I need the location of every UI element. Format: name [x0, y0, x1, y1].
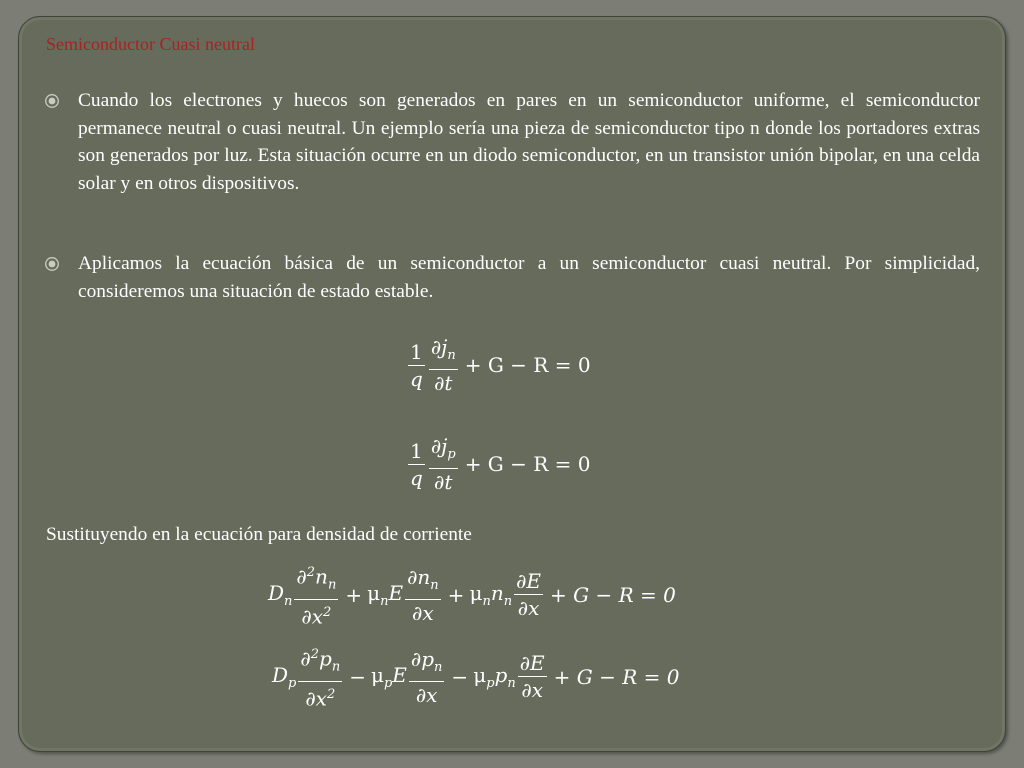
mobility-carrier-term: $\mu_nn_n$: [469, 580, 513, 609]
operator: +: [447, 582, 465, 607]
second-derivative-fraction: [294, 562, 338, 627]
fraction-numerator: $\partial n_n$: [405, 566, 441, 600]
fraction-denominator: ∂x: [412, 600, 434, 625]
continuity-equation-electrons: [406, 336, 596, 394]
derivative-fraction: [518, 652, 547, 701]
fraction-numerator: ∂E: [516, 569, 542, 594]
mobility-term: $\mu_nE$: [367, 580, 404, 609]
equation-tail: + G − R = 0: [464, 353, 591, 377]
coefficient-fraction: [408, 341, 425, 390]
fraction-numerator: $\partial^2n_n$: [294, 562, 338, 600]
diffusion-equation-holes: [272, 644, 684, 709]
fraction-denominator: ∂x: [521, 678, 543, 703]
operator: −: [451, 664, 469, 689]
coefficient-fraction: [408, 440, 425, 489]
bullet-text: Cuando los electrones y huecos son generados en pares en un semiconductor uniforme, el semiconductor permanece neutral o cuasi neutral. Un ejemplo sería una pieza de semiconductor tipo n donde los portadores extras son generados por luz. Esta situación ocurre en un diodo semiconductor, en un transistor unión bipolar, en una celda solar y en otros dispositivos.: [78, 90, 980, 194]
diffusion-coefficient: $D_n$: [268, 580, 293, 609]
derivative-fraction: [409, 648, 445, 706]
diffusion-coefficient: $D_p$: [272, 662, 297, 691]
fraction-numerator: $\partial^2p_n$: [298, 644, 342, 682]
diffusion-equation-electrons: [268, 562, 681, 627]
fraction-denominator: ∂t: [434, 371, 453, 395]
operator: +: [345, 582, 363, 607]
circle-bullet-icon: [44, 93, 60, 109]
fraction-numerator: ∂E: [519, 651, 545, 676]
continuity-equation-holes: [406, 435, 596, 493]
bullet-text: Aplicamos la ecuación básica de un semiconductor a un semiconductor cuasi neutral. Por simplicidad, consideremos una situación de estado estable.: [78, 253, 980, 302]
derivative-fraction: [514, 570, 543, 619]
mobility-carrier-term: $\mu_pp_n$: [473, 662, 516, 691]
second-derivative-fraction: [298, 644, 342, 709]
fraction-numerator: 1: [410, 339, 423, 364]
derivative-fraction: [429, 336, 458, 394]
fraction-numerator: $\partial j_p$: [429, 435, 458, 469]
operator: −: [349, 664, 366, 689]
fraction-numerator: $\partial j_n$: [429, 336, 458, 370]
equation-tail: + G − R = 0: [553, 664, 680, 689]
bullet-item: [44, 87, 980, 197]
fraction-denominator: q: [410, 366, 423, 391]
equation-tail: + G − R = 0: [464, 452, 591, 476]
fraction-denominator: ∂x: [415, 682, 438, 707]
fraction-numerator: 1: [410, 438, 423, 463]
fraction-numerator: $\partial p_n$: [409, 648, 445, 682]
bullet-item: [44, 250, 980, 305]
fraction-denominator: $\partial x^2$: [305, 686, 336, 711]
fraction-denominator: q: [410, 465, 423, 490]
section-title: Semiconductor Cuasi neutral: [46, 34, 255, 54]
derivative-fraction: [429, 435, 458, 493]
fraction-denominator: $\partial x^2$: [301, 604, 332, 629]
equation-tail: + G − R = 0: [550, 582, 676, 607]
fraction-denominator: ∂t: [434, 470, 453, 494]
circle-bullet-icon: [44, 256, 60, 272]
substitution-text: Sustituyendo en la ecuación para densidad de corriente: [46, 524, 472, 545]
fraction-denominator: ∂x: [517, 596, 540, 621]
derivative-fraction: [405, 566, 441, 624]
mobility-term: $\mu_pE$: [370, 662, 407, 691]
